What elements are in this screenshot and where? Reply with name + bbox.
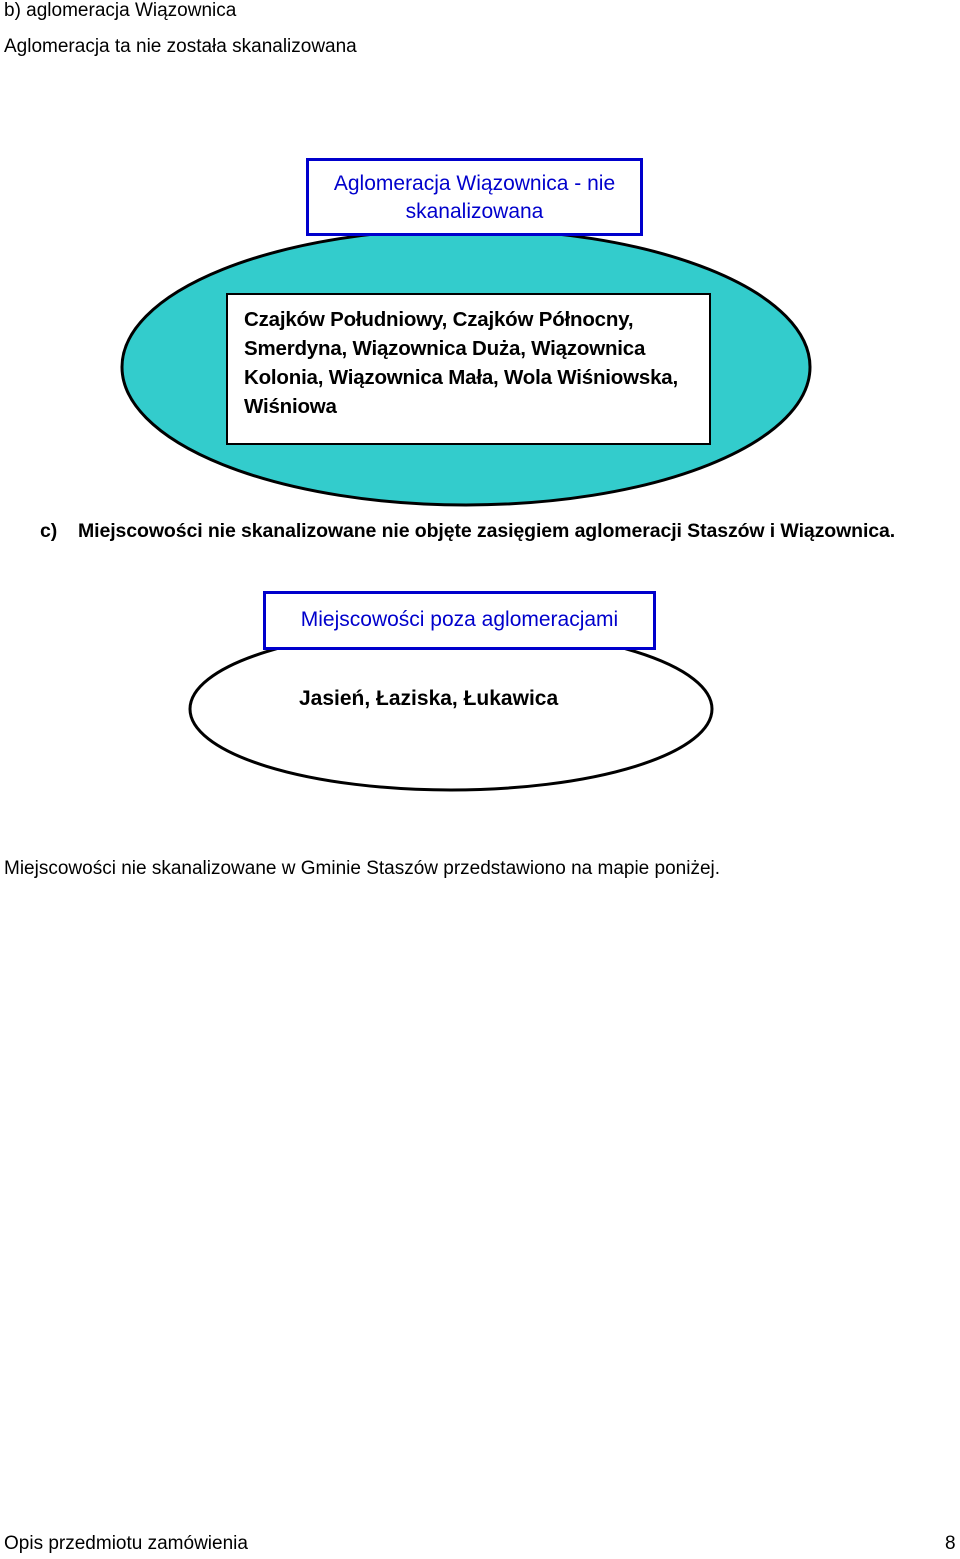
places-line: Kolonia, Wiązownica Mała, Wola Wiśniowska, bbox=[244, 366, 678, 389]
section-c-letter: c) bbox=[40, 520, 58, 542]
outside-places: Jasień, Łaziska, Łukawica bbox=[299, 687, 559, 710]
section-c-heading bbox=[40, 519, 895, 543]
section-b-heading: b) aglomeracja Wiązownica bbox=[4, 0, 237, 21]
places-line: Smerdyna, Wiązownica Duża, Wiązownica bbox=[244, 337, 646, 360]
places-line: Wiśniowa bbox=[244, 395, 337, 418]
page-number: 8 bbox=[945, 1533, 956, 1554]
wiazownica-title-box bbox=[306, 158, 643, 236]
wiazownica-places-box bbox=[226, 293, 711, 445]
places-line: Czajków Południowy, Czajków Północny, bbox=[244, 308, 634, 331]
wiazownica-title-line2: skanalizowana bbox=[405, 200, 544, 223]
footer-title: Opis przedmiotu zamówienia bbox=[4, 1533, 248, 1554]
section-b-subtitle: Aglomeracja ta nie została skanalizowana bbox=[4, 36, 357, 57]
outside-title: Miejscowości poza aglomeracjami bbox=[300, 608, 619, 631]
wiazownica-title-line1: Aglomeracja Wiązownica - nie bbox=[333, 172, 616, 195]
outside-title-box bbox=[263, 591, 656, 650]
map-paragraph: Miejscowości nie skanalizowane w Gminie Staszów przedstawiono na mapie poniżej. bbox=[4, 858, 721, 879]
section-c-text: Miejscowości nie skanalizowane nie objęte zasięgiem aglomeracji Staszów i Wiązownica. bbox=[78, 520, 896, 542]
